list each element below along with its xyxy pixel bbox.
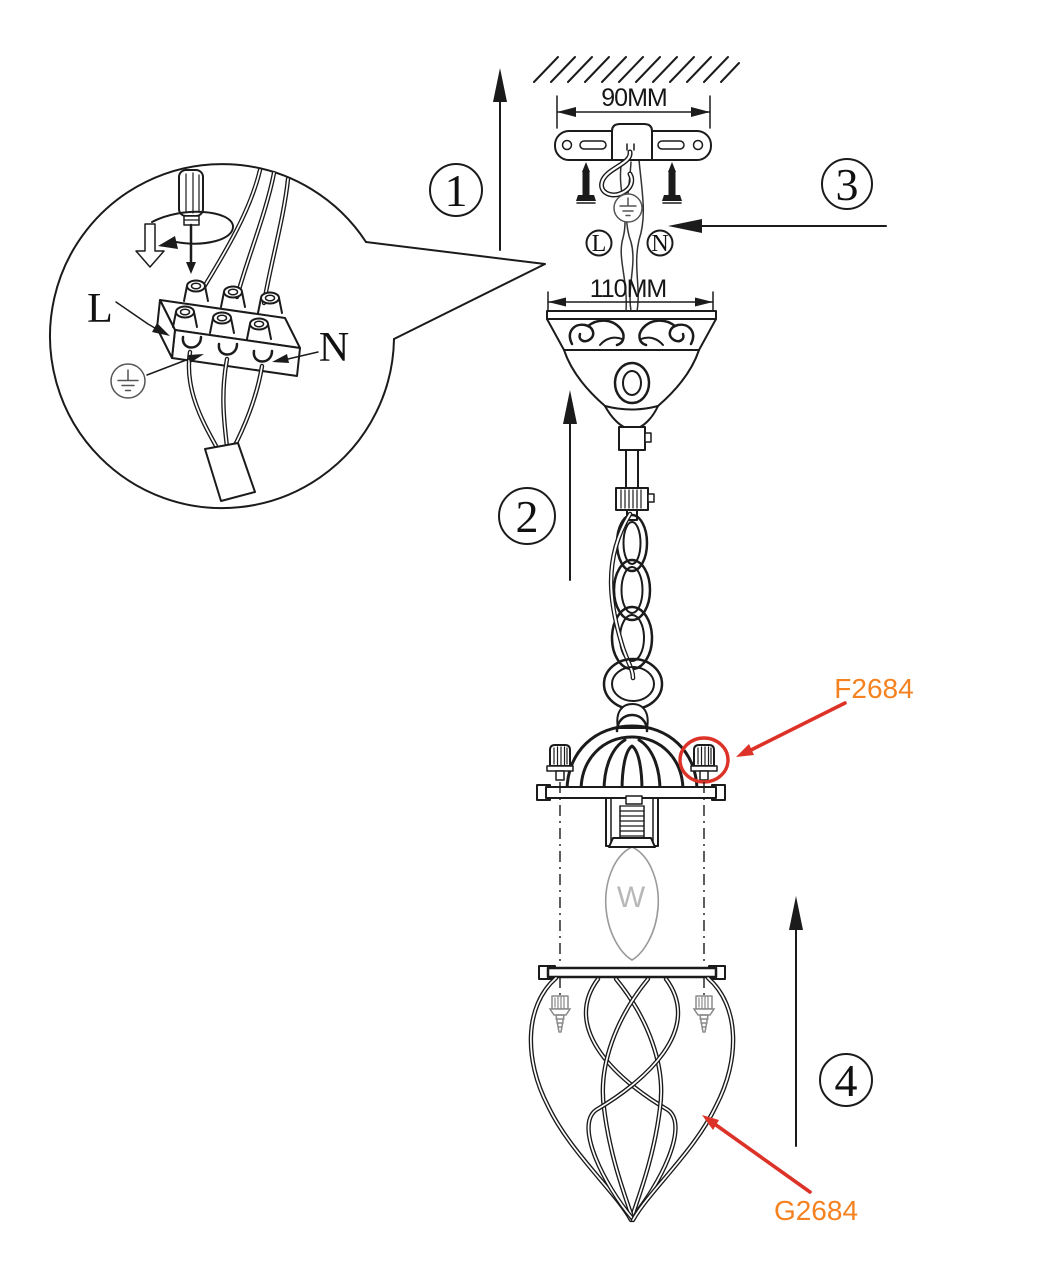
frame-callout-arrow (736, 703, 845, 757)
socket-collar (609, 838, 655, 847)
bracket-width-dimension (557, 84, 710, 128)
cage-screw-left (550, 996, 570, 1032)
detail-neutral-label: N (318, 325, 350, 371)
bracket-width-label: 90MM (601, 84, 667, 112)
suspension-rod (619, 427, 651, 488)
step-1-badge (430, 164, 482, 216)
step-3-arrow (668, 219, 886, 233)
chain-end-ring (604, 659, 662, 709)
lamp-crown (567, 715, 697, 791)
step-2-arrow (563, 390, 577, 580)
live-wire-badge (587, 231, 612, 258)
canopy-hanging-ring (615, 363, 649, 403)
step-2-badge (499, 488, 555, 544)
earth-ground-icon (614, 194, 642, 222)
mounting-bracket (555, 124, 711, 195)
step-4-arrow (789, 896, 803, 1146)
glass-callout-arrow (702, 1115, 810, 1192)
ceiling-hatch (534, 57, 739, 82)
screwdriver (179, 170, 203, 274)
detail-live-callout (87, 286, 170, 336)
neutral-wire-label: N (651, 231, 669, 257)
cable-sheath (205, 443, 255, 501)
neutral-wire-badge (648, 231, 673, 258)
canopy-width-label: 110MM (589, 275, 667, 303)
mounting-screw-left (576, 162, 596, 203)
frame-part-label: F2684 (834, 673, 914, 704)
step-3-number: 3 (835, 159, 859, 210)
step-4-badge (820, 1054, 872, 1106)
bulb-wattage-label: W (616, 881, 648, 914)
step-3-badge (822, 159, 872, 210)
detail-live-label: L (87, 286, 113, 332)
terminal-wires (204, 170, 288, 303)
step-1-number: 1 (444, 165, 468, 216)
glass-part-label: G2684 (773, 1195, 859, 1226)
cage-top-ring (539, 966, 725, 979)
light-bulb (606, 847, 659, 960)
step-1-arrow (493, 68, 507, 250)
mounting-screw-right (662, 162, 682, 203)
step-4-number: 4 (834, 1055, 858, 1106)
cage-screw-right (694, 996, 714, 1032)
detail-balloon (50, 164, 545, 508)
live-wire-label: L (591, 231, 607, 257)
step-2-number: 2 (515, 491, 539, 542)
